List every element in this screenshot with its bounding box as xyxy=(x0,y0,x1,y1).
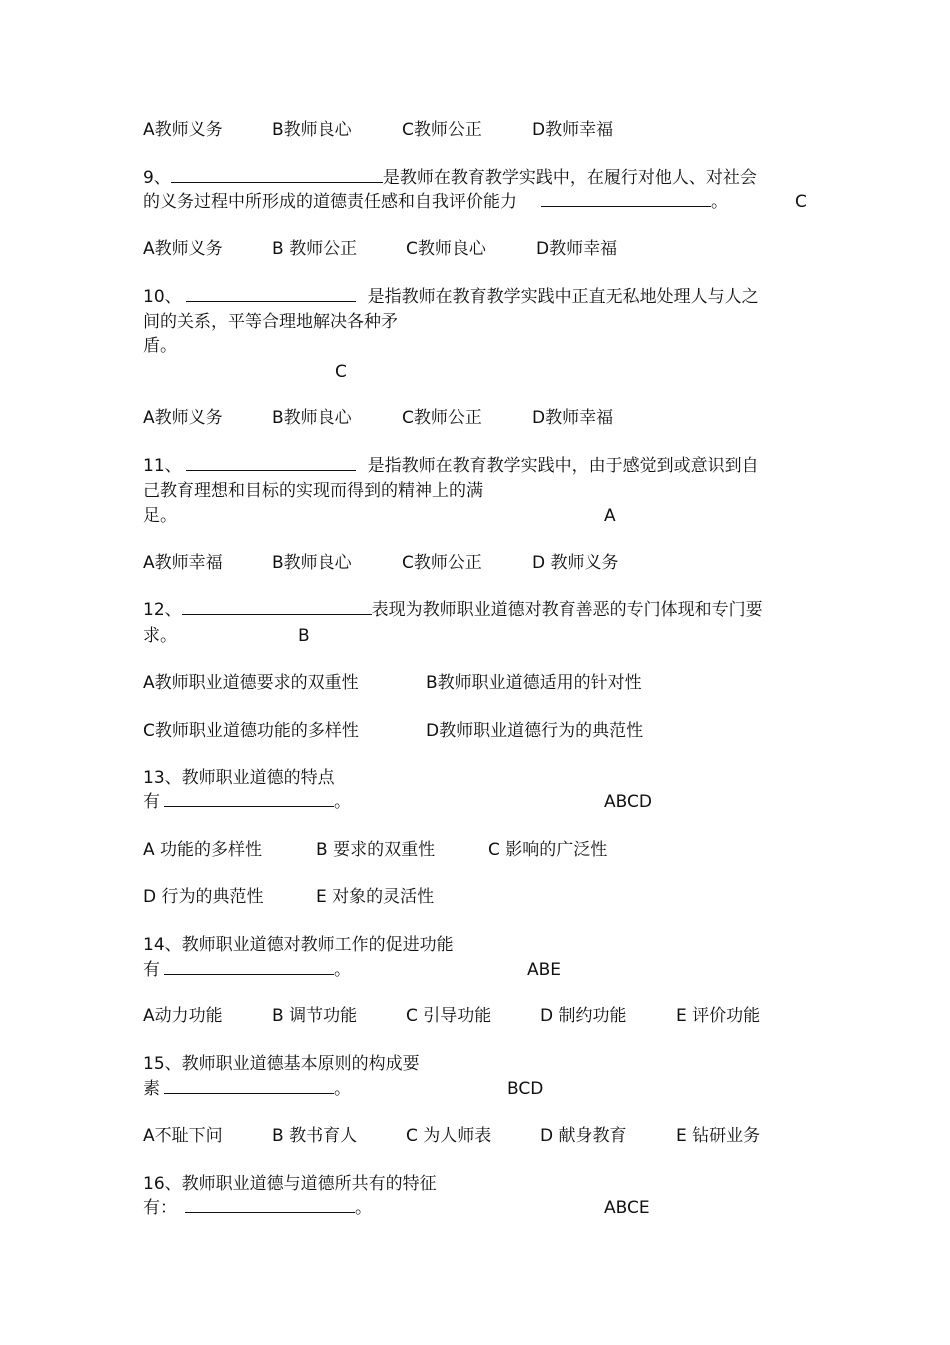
q9-answer: C xyxy=(795,192,807,212)
q8-option-a: A教师义务 xyxy=(143,120,223,140)
q15-option-b: B 教书育人 xyxy=(272,1126,358,1146)
q9-option-c: C教师良心 xyxy=(406,239,486,259)
q11-blank xyxy=(186,456,356,471)
q10-line3: 盾。 xyxy=(143,336,177,356)
q12-option-d: D教师职业道德行为的典范性 xyxy=(426,721,644,741)
q15-option-d: D 献身教育 xyxy=(540,1126,627,1146)
q12-line2: 求。 xyxy=(143,626,177,646)
q10-text-1: 是指教师在教育教学实践中正直无私地处理人与人之 xyxy=(367,287,759,307)
q14-end: 。 xyxy=(334,960,351,980)
q11-text-1: 是指教师在教育教学实践中，由于感觉到或意识到自 xyxy=(367,456,759,476)
q13-line2 xyxy=(143,792,351,812)
q10-line2: 间的关系，平等合理地解决各种矛 xyxy=(143,312,398,332)
q11-option-a: A教师幸福 xyxy=(143,553,223,573)
q16-line1: 16、教师职业道德与道德所共有的特征 xyxy=(143,1174,437,1194)
q11-option-c: C教师公正 xyxy=(402,553,482,573)
q9-option-b: B 教师公正 xyxy=(272,239,358,259)
q14-line1: 14、教师职业道德对教师工作的促进功能 xyxy=(143,935,454,955)
q11-number: 11、 xyxy=(143,456,182,476)
q13-option-a: A 功能的多样性 xyxy=(143,840,263,860)
q9-line1 xyxy=(143,168,757,188)
q9-blank-2 xyxy=(541,192,711,207)
q15-option-e: E 钻研业务 xyxy=(676,1126,761,1146)
q15-option-c: C 为人师表 xyxy=(406,1126,492,1146)
q10-line1 xyxy=(143,287,759,307)
q13-option-c: C 影响的广泛性 xyxy=(488,840,608,860)
q12-line1 xyxy=(143,600,763,620)
q10-blank xyxy=(186,287,356,302)
q15-text-2: 素 xyxy=(143,1079,160,1099)
q15-line2 xyxy=(143,1079,351,1099)
q13-text-2: 有 xyxy=(143,792,160,812)
q14-option-a: A动力功能 xyxy=(143,1006,223,1026)
q12-option-b: B教师职业道德适用的针对性 xyxy=(426,673,642,693)
q10-option-c: C教师公正 xyxy=(402,408,482,428)
q9-option-d: D教师幸福 xyxy=(536,239,618,259)
q11-answer: A xyxy=(604,506,616,526)
q14-answer: ABE xyxy=(527,960,562,980)
q13-line1: 13、教师职业道德的特点 xyxy=(143,768,335,788)
q9-blank-1 xyxy=(171,168,383,183)
q12-blank xyxy=(182,600,372,615)
q8-option-d: D教师幸福 xyxy=(532,120,614,140)
q10-option-a: A教师义务 xyxy=(143,408,223,428)
q9-end: 。 xyxy=(711,192,728,212)
q10-number: 10、 xyxy=(143,287,182,307)
q14-option-c: C 引导功能 xyxy=(406,1006,492,1026)
q16-line2 xyxy=(143,1198,372,1218)
q9-number: 9、 xyxy=(143,168,171,188)
q16-text-2: 有： xyxy=(143,1198,177,1218)
q13-end: 。 xyxy=(334,792,351,812)
q10-option-b: B教师良心 xyxy=(272,408,352,428)
q14-option-d: D 制约功能 xyxy=(540,1006,627,1026)
q14-line2 xyxy=(143,960,351,980)
q13-option-d: D 行为的典范性 xyxy=(143,887,264,907)
q16-blank xyxy=(185,1198,355,1213)
q16-end: 。 xyxy=(355,1198,372,1218)
q14-blank xyxy=(164,960,334,975)
q11-line1 xyxy=(143,456,759,476)
q9-option-a: A教师义务 xyxy=(143,239,223,259)
q14-option-b: B 调节功能 xyxy=(272,1006,358,1026)
q16-answer: ABCE xyxy=(604,1198,650,1218)
q12-option-c: C教师职业道德功能的多样性 xyxy=(143,721,359,741)
q13-option-e: E 对象的灵活性 xyxy=(316,887,435,907)
q12-option-a: A教师职业道德要求的双重性 xyxy=(143,673,359,693)
q11-option-b: B教师良心 xyxy=(272,553,352,573)
q10-answer: C xyxy=(335,362,347,382)
q13-answer: ABCD xyxy=(604,792,652,812)
q12-number: 12、 xyxy=(143,600,182,620)
q9-text-1: 是教师在教育教学实践中，在履行对他人、对社会 xyxy=(382,168,757,188)
q15-answer: BCD xyxy=(507,1079,544,1099)
q14-option-e: E 评价功能 xyxy=(676,1006,761,1026)
q12-text-1: 表现为教师职业道德对教育善恶的专门体现和专门要 xyxy=(371,600,763,620)
q10-option-d: D教师幸福 xyxy=(532,408,614,428)
q15-blank xyxy=(164,1079,334,1094)
q14-text-2: 有 xyxy=(143,960,160,980)
q11-line3: 足。 xyxy=(143,506,177,526)
q13-blank xyxy=(164,792,334,807)
q9-text-2: 的义务过程中所形成的道德责任感和自我评价能力 xyxy=(143,192,517,212)
q9-line2 xyxy=(143,192,728,212)
q8-option-c: C教师公正 xyxy=(402,120,482,140)
q12-answer: B xyxy=(298,626,310,646)
q11-line2: 己教育理想和目标的实现而得到的精神上的满 xyxy=(143,481,483,501)
q15-line1: 15、教师职业道德基本原则的构成要 xyxy=(143,1054,420,1074)
q8-option-b: B教师良心 xyxy=(272,120,352,140)
q13-option-b: B 要求的双重性 xyxy=(316,840,436,860)
q15-option-a: A不耻下问 xyxy=(143,1126,223,1146)
q15-end: 。 xyxy=(334,1079,351,1099)
q11-option-d: D 教师义务 xyxy=(532,553,619,573)
